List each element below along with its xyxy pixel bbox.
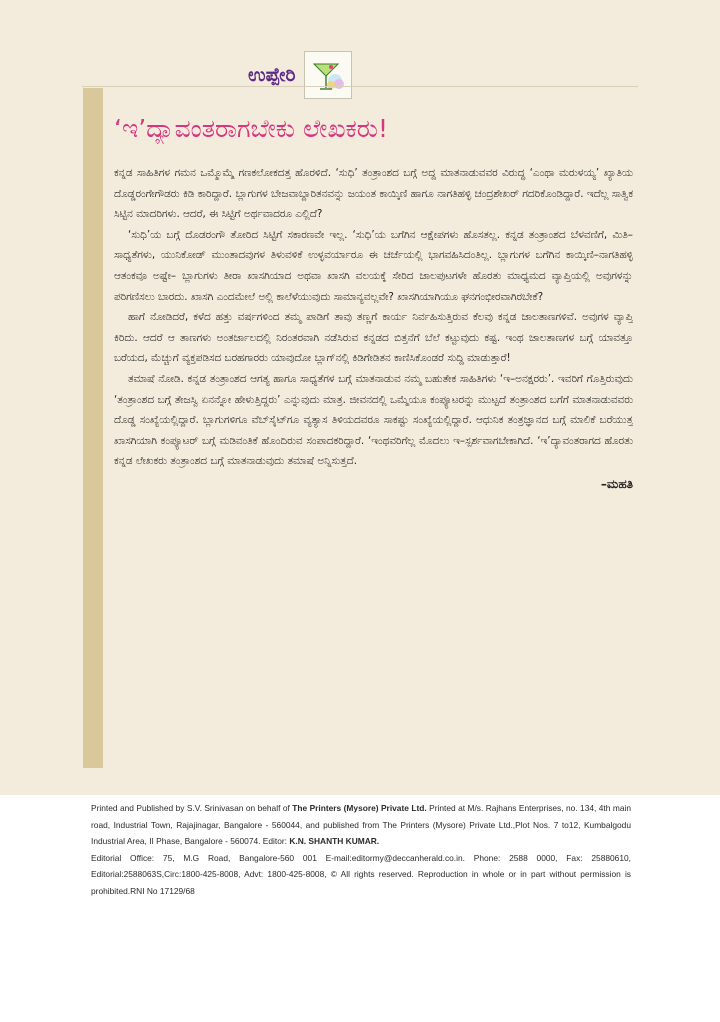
section-header: [248, 50, 352, 100]
imprint-office: Editorial Office: 75, M.G Road, Bangalore-560 001 E-mail:editormy@deccanherald.co.in. Phone: 2588 0000, Fax: 25880610, Editorial:2588063S,Circ:1800-425-8008, Advt: 1800-425-8008, © All rights reserved. Reproduction in whole or in part without permission is prohibited.RNI No 17129/68: [91, 852, 631, 896]
article-paragraph: ‘ಸುಧಿ’ಯ ಬಗ್ಗೆ ದೊಡರಂಗೌ ತೋರಿದ ಸಿಟ್ಟಿಗೆ ಸಕಾರಣವೇ ಇಲ್ಲ. ‘ಸುಧಿ’ಯ ಬಗೆಗಿನ ಆಕ್ಷೇಪಗಳು ಹೊಸತಲ್ಲ. ಕನ್ನಡ ತಂತ್ರಾಂಶದ ಬೆಳವಣಿಗೆ, ಮಿತಿ–ಸಾಧ್ಯತೆಗಳು, ಯುನಿಕೋಡ್ ಮುಂತಾದವುಗಳ ತಿಳುವಳಿಕೆ ಉಳ್ಳವರ್ಯಾರೂ ಈ ಚರ್ಚೆಯಲ್ಲಿ ಭಾಗವಹಿಸಿದಂತಿಲ್ಲ. ಬ್ಲಾಗುಗಳ ಬಗೆಗಿನ ಕಾಯ್ಕಿಣಿ–ನಾಗತಿಹಳ್ಳಿ ಆತಂಕವೂ ಅಷ್ಟೇ– ಬ್ಲಾಗುಗಳು ತೀರಾ ಖಾಸಗಿಯಾದ ಅಥವಾ ಖಾಸಗಿ ವಲಯಕ್ಕೆ ಸೇರಿದ ಜಾಲಪುಟಗಳೇ ಹೊರತು ಮಾಧ್ಯಮದ ವ್ಯಾಪ್ತಿಯಲ್ಲಿ ಅವುಗಳನ್ನು ಪರಿಗಣಿಸಲು ಬಾರದು. ಖಾಸಗಿ ಎಂದಮೇಲೆ ಅಲ್ಲಿ ಕಾಲೆಳೆಯುವುದು ಸಾಮಾನ್ಯವಲ್ಲವೇ? ಖಾಸಗಿಯಾಗಿಯೂ ಘನಗಂಭೀರವಾಗಿರಬೇಕೆ?: [114, 228, 633, 303]
author-signature: –ಮಹತಿ: [600, 476, 633, 491]
imprint-text: Printed at M/s. Rajhans Enterprises, no. 134, 4th main road, Industrial Town, Rajajinagar, Bangalore - 560044, and published from The Printers (Mysore) Private Ltd.,Plot Nos. 7 to12, Kumbalgodu Industrial Area, II Phase, Bangalore - 560074. Editor:: [91, 803, 631, 847]
publication-imprint: [91, 800, 631, 900]
article-paragraph: ತಮಾಷೆ ನೋಡಿ. ಕನ್ನಡ ತಂತ್ರಾಂಶದ ಆಗತ್ಯ ಹಾಗೂ ಸಾಧ್ಯತೆಗಳ ಬಗ್ಗೆ ಮಾತನಾಡುವ ನಮ್ಮ ಬಹುತೇಕ ಸಾಹಿತಿಗಳು ‘ಇ–ಅನಕ್ಷರರು’. ಇವರಿಗೆ ಗೊತ್ತಿರುವುದು ‘ತಂತ್ರಾಂಶದ ಬಗ್ಗೆ ತೇಜಸ್ವಿ ಏನನ್ನೋ ಹೇಳುತ್ತಿದ್ದರು’ ಎನ್ನುವುದು ಮಾತ್ರ. ಜೀವನದಲ್ಲಿ ಒಮ್ಮೆಯೂ ಕಂಪ್ಯೂಟರನ್ನು ಮುಟ್ಟದೆ ತಂತ್ರಾಂಶದ ಬಗೆಗೆ ಮಾತನಾಡುವವರು ದೊಡ್ಡ ಸಂಖ್ಯೆಯಲ್ಲಿದ್ದಾರೆ. ಬ್ಲಾಗುಗಳಿಗೂ ವೆಬ್‌ಸೈಟ್‌ಗೂ ವ್ಯತ್ಯಾಸ ತಿಳಿಯದವರೂ ಸಾಕಷ್ಟು ಸಂಖ್ಯೆಯಲ್ಲಿದ್ದಾರೆ. ಆಧುನಿಕ ತಂತ್ರಜ್ಞಾನದ ಬಗ್ಗೆ ಮಾಲಿಕೆ ಬರೆಯುತ್ತ ಖಾಸಗಿಯಾಗಿ ಕಂಪ್ಯೂಟರ್ ಬಗ್ಗೆ ಮಡಿವಂತಿಕೆ ಹೊಂದಿರುವ ಸಂಪಾದಕರಿದ್ದಾರೆ. ‘ಇಂಥವರಿಗೆಲ್ಲ ಮೊದಲು ಇ–ಸ್ಪರ್ಶವಾಗಬೇಕಾಗಿದೆ. ‘ಇ’ದ್ಯಾವಂತರಾಗದ ಹೊರತು ಕನ್ನಡ ಲೇಖಕರು ತಂತ್ರಾಂಶದ ಬಗ್ಗೆ ಮಾತನಾಡುವುದು ತಮಾಷೆ ಅನ್ನಿಸುತ್ತದೆ.: [114, 372, 633, 468]
article-paragraph: ಹಾಗೆ ನೋಡಿದರೆ, ಕಳೆದ ಹತ್ತು ವರ್ಷಗಳಿಂದ ತಮ್ಮ ಪಾಡಿಗೆ ತಾವು ತಣ್ಣಗೆ ಕಾರ್ಯ ನಿರ್ವಹಿಸುತ್ತಿರುವ ಕೆಲವು ಕನ್ನಡ ಜಾಲತಾಣಗಳಿವೆ. ಅವುಗಳ ವ್ಯಾಪ್ತಿ ಕಿರಿದು. ಆದರೆ ಆ ತಾಣಗಳು ಅಂತರ್ಜಾಲದಲ್ಲಿ ನಿರಂತರವಾಗಿ ನಡೆಸಿರುವ ಕನ್ನಡದ ಬಿತ್ತನೆಗೆ ಬೆಲೆ ಕಟ್ಟುವುದು ಕಷ್ಟ. ಇಂಥ ಜಾಲತಾಣಗಳ ಬಗ್ಗೆ ಯಾವತ್ತೂ ಬರೆಯದ, ಮೆಚ್ಚುಗೆ ವ್ಯಕ್ತಪಡಿಸದ ಬರಹಗಾರರು ಯಾವುದೋ ಬ್ಲಾಗ್‌ನಲ್ಲಿ ಕಿಡಿಗೇಡಿತನ ಕಾಣಿಸಿಕೊಂಡರೆ ಸುದ್ದಿ ಮಾಡುತ್ತಾರೆ!: [114, 311, 633, 365]
header-divider: [82, 86, 638, 87]
section-title: ಉಪ್ಪೇರಿ: [248, 64, 296, 86]
decorative-side-bar: [83, 88, 103, 768]
cocktail-glass-icon: [304, 51, 352, 99]
article-headline: ‘ಇ’ದ್ಯಾವಂತರಾಗಬೇಕು ಲೇಖಕರು!: [114, 114, 388, 143]
article-paragraph: ಕನ್ನಡ ಸಾಹಿತಿಗಳ ಗಮನ ಒಮ್ಮೊಮ್ಮೆ ಗಣಕಲೋಕದತ್ತ ಹೊರಳಿದೆ. ‘ಸುಧಿ’ ತಂತ್ರಾಂಶದ ಬಗ್ಗೆ ಅದ್ದ ಮಾತನಾಡುವವರ ವಿರುದ್ಧ ‘ಎಂಥಾ ಮರುಳಯ್ಯ’ ಖ್ಯಾತಿಯ ದೊಡ್ಡರಂಗೇಗೌಡರು ಕಿಡಿ ಕಾರಿದ್ದಾರೆ. ಬ್ಲಾಗುಗಳ ಬೇಜವಾಬ್ದಾರಿತನವನ್ನು ಜಯಂತ ಕಾಯ್ಕಿಣಿ ಹಾಗೂ ನಾಗತಿಹಳ್ಳಿ ಚಂದ್ರಶೇಖರ್ ಗದರಿಕೊಂಡಿದ್ದಾರೆ. ಇದೆಲ್ಲ ಸಾತ್ವಿಕ ಸಿಟ್ಟಿನ ಮಾದರಿಗಳು. ಆದರೆ, ಈ ಸಿಟ್ಟಿಗೆ ಅರ್ಥವಾದರೂ ಎಲ್ಲಿದೆ?: [114, 167, 633, 221]
imprint-publisher: The Printers (Mysore) Private Ltd.: [292, 803, 427, 813]
article-body: [114, 163, 633, 763]
imprint-text: Printed and Published by S.V. Srinivasan on behalf of: [91, 803, 293, 813]
imprint-editor: K.N. SHANTH KUMAR.: [289, 836, 380, 847]
